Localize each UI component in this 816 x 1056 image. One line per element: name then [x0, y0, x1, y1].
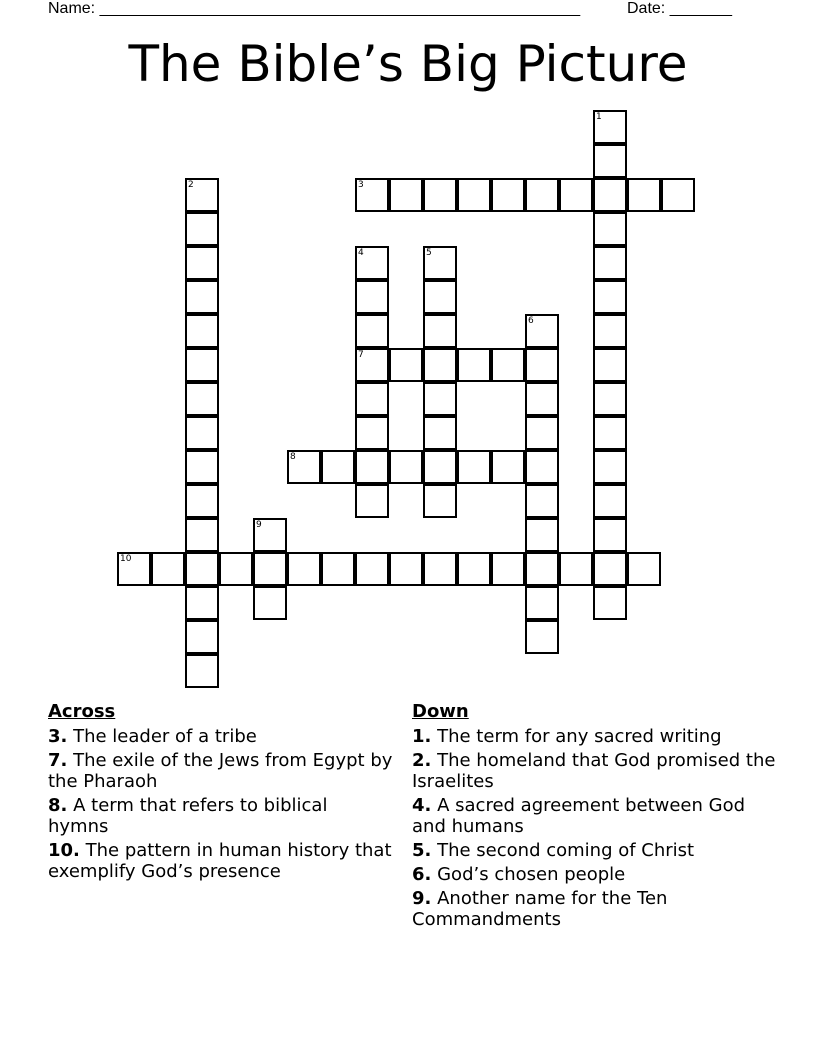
clue-text: The leader of a tribe [73, 726, 257, 747]
crossword-cell[interactable] [457, 552, 491, 586]
crossword-cell[interactable] [661, 178, 695, 212]
crossword-cell[interactable] [593, 280, 627, 314]
cell-number: 2 [188, 180, 194, 190]
clue-text: God’s chosen people [437, 864, 626, 885]
crossword-cell[interactable] [185, 246, 219, 280]
crossword-cell[interactable] [525, 586, 559, 620]
name-field: Name: ______________________________________________________ [48, 0, 581, 17]
crossword-cell[interactable] [185, 518, 219, 552]
clue-item [412, 750, 782, 792]
crossword-cell[interactable] [389, 178, 423, 212]
clue-item [412, 888, 782, 930]
clue-number: 9. [412, 888, 432, 909]
crossword-cell[interactable] [423, 280, 457, 314]
clue-item [48, 726, 393, 747]
crossword-cell[interactable] [593, 518, 627, 552]
crossword-cell[interactable] [525, 348, 559, 382]
crossword-cell[interactable] [185, 484, 219, 518]
cell-number: 4 [358, 248, 364, 258]
crossword-cell[interactable] [525, 314, 559, 348]
crossword-cell[interactable] [423, 382, 457, 416]
date-field: Date: _______ [627, 0, 732, 17]
crossword-cell[interactable] [423, 178, 457, 212]
crossword-cell[interactable] [355, 280, 389, 314]
crossword-cell[interactable] [185, 178, 219, 212]
crossword-cell[interactable] [185, 314, 219, 348]
clue-number: 6. [412, 864, 432, 885]
crossword-cell[interactable] [593, 144, 627, 178]
crossword-cell[interactable] [525, 450, 559, 484]
clue-text: The term for any sacred writing [437, 726, 722, 747]
crossword-cell[interactable] [355, 416, 389, 450]
across-heading: Across [48, 701, 116, 722]
crossword-cell[interactable] [491, 348, 525, 382]
cell-number: 3 [358, 180, 364, 190]
crossword-cell[interactable] [355, 348, 389, 382]
crossword-cell[interactable] [355, 552, 389, 586]
crossword-cell[interactable] [525, 620, 559, 654]
crossword-cell[interactable] [389, 552, 423, 586]
crossword-cell[interactable] [491, 178, 525, 212]
clue-number: 1. [412, 726, 432, 747]
crossword-cell[interactable] [219, 552, 253, 586]
cell-number: 5 [426, 248, 432, 258]
crossword-cell[interactable] [253, 518, 287, 552]
cell-number: 9 [256, 520, 262, 530]
crossword-cell[interactable] [593, 178, 627, 212]
crossword-cell[interactable] [525, 518, 559, 552]
crossword-cell[interactable] [593, 586, 627, 620]
crossword-cell[interactable] [423, 484, 457, 518]
crossword-cell[interactable] [355, 178, 389, 212]
cell-number: 1 [596, 112, 602, 122]
crossword-cell[interactable] [593, 416, 627, 450]
crossword-cell[interactable] [185, 654, 219, 688]
crossword-cell[interactable] [423, 348, 457, 382]
crossword-cell[interactable] [151, 552, 185, 586]
crossword-cell[interactable] [593, 484, 627, 518]
crossword-cell[interactable] [525, 178, 559, 212]
crossword-cell[interactable] [389, 348, 423, 382]
crossword-cell[interactable] [525, 416, 559, 450]
crossword-cell[interactable] [593, 246, 627, 280]
crossword-cell[interactable] [185, 450, 219, 484]
clue-item [412, 795, 782, 837]
crossword-cell[interactable] [355, 314, 389, 348]
crossword-cell[interactable] [185, 382, 219, 416]
crossword-cell[interactable] [423, 450, 457, 484]
crossword-cell[interactable] [253, 552, 287, 586]
crossword-cell[interactable] [287, 450, 321, 484]
clue-item [412, 726, 782, 747]
crossword-cell[interactable] [593, 450, 627, 484]
crossword-cell[interactable] [321, 450, 355, 484]
clue-number: 8. [48, 795, 68, 816]
crossword-cell[interactable] [491, 552, 525, 586]
crossword-cell[interactable] [287, 552, 321, 586]
crossword-cell[interactable] [185, 280, 219, 314]
crossword-cell[interactable] [593, 212, 627, 246]
crossword-cell[interactable] [117, 552, 151, 586]
clue-item [48, 795, 393, 837]
crossword-cell[interactable] [525, 552, 559, 586]
crossword-cell[interactable] [355, 246, 389, 280]
crossword-cell[interactable] [491, 450, 525, 484]
crossword-cell[interactable] [185, 552, 219, 586]
cell-number: 10 [120, 554, 132, 564]
clue-number: 3. [48, 726, 68, 747]
crossword-cell[interactable] [355, 382, 389, 416]
clue-number: 4. [412, 795, 432, 816]
clue-number: 2. [412, 750, 432, 771]
clue-item [412, 840, 782, 861]
cell-number: 8 [290, 452, 296, 462]
crossword-cell[interactable] [593, 110, 627, 144]
crossword-cell[interactable] [457, 178, 491, 212]
clue-text: The exile of the Jews from Egypt by the Pharaoh [48, 750, 393, 792]
clue-number: 7. [48, 750, 68, 771]
clue-number: 5. [412, 840, 432, 861]
crossword-cell[interactable] [355, 484, 389, 518]
crossword-cell[interactable] [423, 246, 457, 280]
clue-text: The second coming of Christ [437, 840, 695, 861]
crossword-cell[interactable] [355, 450, 389, 484]
page-title: The Bible’s Big Picture [128, 35, 688, 93]
crossword-cell[interactable] [185, 586, 219, 620]
crossword-cell[interactable] [389, 450, 423, 484]
crossword-cell[interactable] [593, 552, 627, 586]
crossword-cell[interactable] [525, 382, 559, 416]
down-clues [412, 701, 782, 933]
crossword-cell[interactable] [559, 178, 593, 212]
cell-number: 7 [358, 350, 364, 360]
crossword-cell[interactable] [423, 552, 457, 586]
cell-number: 6 [528, 316, 534, 326]
down-heading: Down [412, 701, 469, 722]
crossword-cell[interactable] [627, 552, 661, 586]
clue-text: The pattern in human history that exemplify God’s presence [48, 840, 392, 882]
crossword-cell[interactable] [593, 348, 627, 382]
crossword-cell[interactable] [627, 178, 661, 212]
crossword-cell[interactable] [457, 450, 491, 484]
clue-text: The homeland that God promised the Israelites [412, 750, 776, 792]
crossword-cell[interactable] [593, 382, 627, 416]
crossword-cell[interactable] [423, 314, 457, 348]
crossword-cell[interactable] [321, 552, 355, 586]
clue-text: A term that refers to biblical hymns [48, 795, 328, 837]
crossword-cell[interactable] [559, 552, 593, 586]
clue-item [412, 864, 782, 885]
clue-text: A sacred agreement between God and humans [412, 795, 746, 837]
crossword-cell[interactable] [423, 416, 457, 450]
clue-item [48, 750, 393, 792]
crossword-cell[interactable] [185, 348, 219, 382]
crossword-cell[interactable] [457, 348, 491, 382]
crossword-cell[interactable] [593, 314, 627, 348]
clue-text: Another name for the Ten Commandments [412, 888, 668, 930]
crossword-cell[interactable] [525, 484, 559, 518]
crossword-cell[interactable] [253, 586, 287, 620]
crossword-cell[interactable] [185, 416, 219, 450]
across-clues [48, 701, 393, 885]
crossword-cell[interactable] [185, 212, 219, 246]
clue-number: 10. [48, 840, 80, 861]
clue-item [48, 840, 393, 882]
crossword-cell[interactable] [185, 620, 219, 654]
